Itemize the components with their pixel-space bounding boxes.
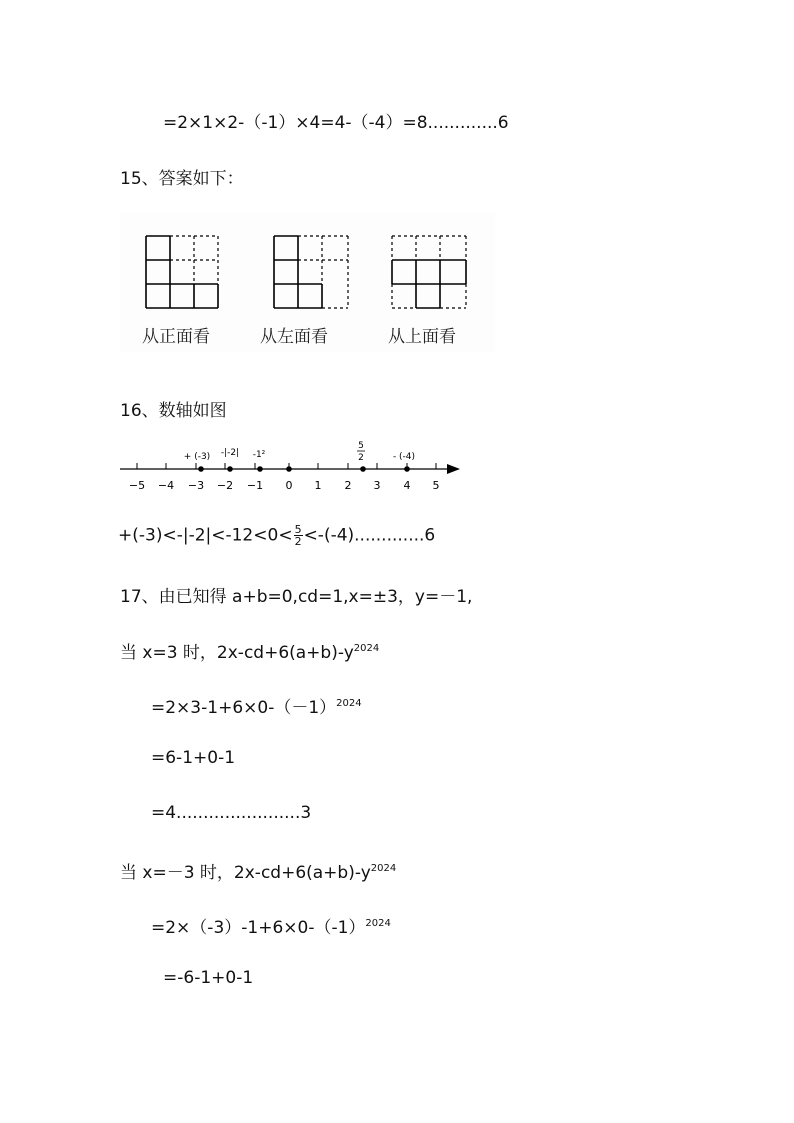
label-five-den: 2 [358, 453, 364, 463]
top-view-dashed [392, 236, 466, 308]
case1-step1-text: =2×3-1+6×0-（－1） [151, 698, 337, 718]
q17-heading: 17、由已知得 a+b=0,cd=1,x=±3，y=－1, [120, 587, 473, 607]
case1-exponent: 2024 [353, 643, 380, 654]
fraction-five-halves [294, 524, 303, 547]
tick-label: −4 [157, 479, 175, 492]
front-view-solid [146, 236, 218, 308]
frac-den: 2 [294, 535, 302, 548]
label-top-view: 从上面看 [388, 327, 456, 347]
q16-heading: 16、数轴如图 [120, 401, 227, 421]
label-left-view: 从左面看 [260, 327, 328, 347]
three-views-figure [120, 212, 495, 352]
point-neg1 [257, 466, 263, 472]
case1-step2: =6-1+0-1 [151, 748, 236, 768]
case1-step3: =4.......................3 [151, 803, 312, 823]
label-plus-neg3: + (-3) [183, 452, 211, 462]
case1-step1-exponent: 2024 [336, 698, 362, 709]
tick-label: 4 [403, 479, 411, 492]
ineq-part-a: +(-3)<-|-2|<-12<0< [118, 525, 293, 546]
point-labels [184, 441, 415, 463]
tick-label: 1 [314, 479, 322, 492]
top-view-solid [392, 260, 466, 308]
tick-label: 2 [344, 479, 352, 492]
tick-label: −3 [187, 479, 205, 492]
tick-labels [129, 479, 440, 492]
front-view-dashed [170, 236, 218, 284]
case2-step1-exponent: 2024 [365, 918, 391, 929]
tick-label: −5 [128, 479, 146, 492]
case2-heading [120, 858, 396, 883]
point-neg3 [198, 466, 204, 472]
case2-exponent: 2024 [370, 863, 397, 874]
case1-heading [120, 638, 379, 663]
tick-label: −1 [246, 479, 264, 492]
label-neg-neg4: - (-4) [392, 452, 416, 462]
calc-line-1: =2×1×2-（-1）×4=4-（-4）=8.............6 [163, 113, 509, 133]
tick-label: 0 [285, 479, 293, 492]
point-five-halves [360, 466, 366, 472]
label-neg1-squared: -1² [252, 450, 266, 460]
ineq-part-b: <-(-4).............6 [303, 525, 436, 546]
tick-label: 3 [373, 479, 381, 492]
case1-step1 [151, 693, 362, 718]
tick-label: −2 [216, 479, 234, 492]
frac-num: 5 [294, 523, 302, 536]
left-view-solid [274, 236, 322, 308]
inequality-line [118, 524, 435, 547]
point-zero [286, 466, 292, 472]
left-view-dashed [298, 236, 348, 308]
number-line-svg [118, 438, 468, 498]
label-five-num: 5 [358, 441, 364, 451]
point-neg2 [227, 466, 233, 472]
case2-step1 [151, 913, 391, 938]
case2-step2: =-6-1+0-1 [163, 968, 254, 988]
case1-text: 当 x=3 时，2x-cd+6(a+b)-y [120, 643, 354, 663]
q15-heading: 15、答案如下： [120, 169, 244, 189]
case2-step1-text: =2×（-3）-1+6×0-（-1） [151, 918, 366, 938]
number-line-figure [118, 438, 468, 502]
label-abs-neg2: -|-2| [220, 448, 240, 458]
tick-label: 5 [432, 479, 440, 492]
arrow-head-icon [447, 464, 460, 474]
point-4 [404, 466, 410, 472]
label-front-view: 从正面看 [142, 327, 210, 347]
case2-text: 当 x=－3 时，2x-cd+6(a+b)-y [120, 863, 371, 883]
